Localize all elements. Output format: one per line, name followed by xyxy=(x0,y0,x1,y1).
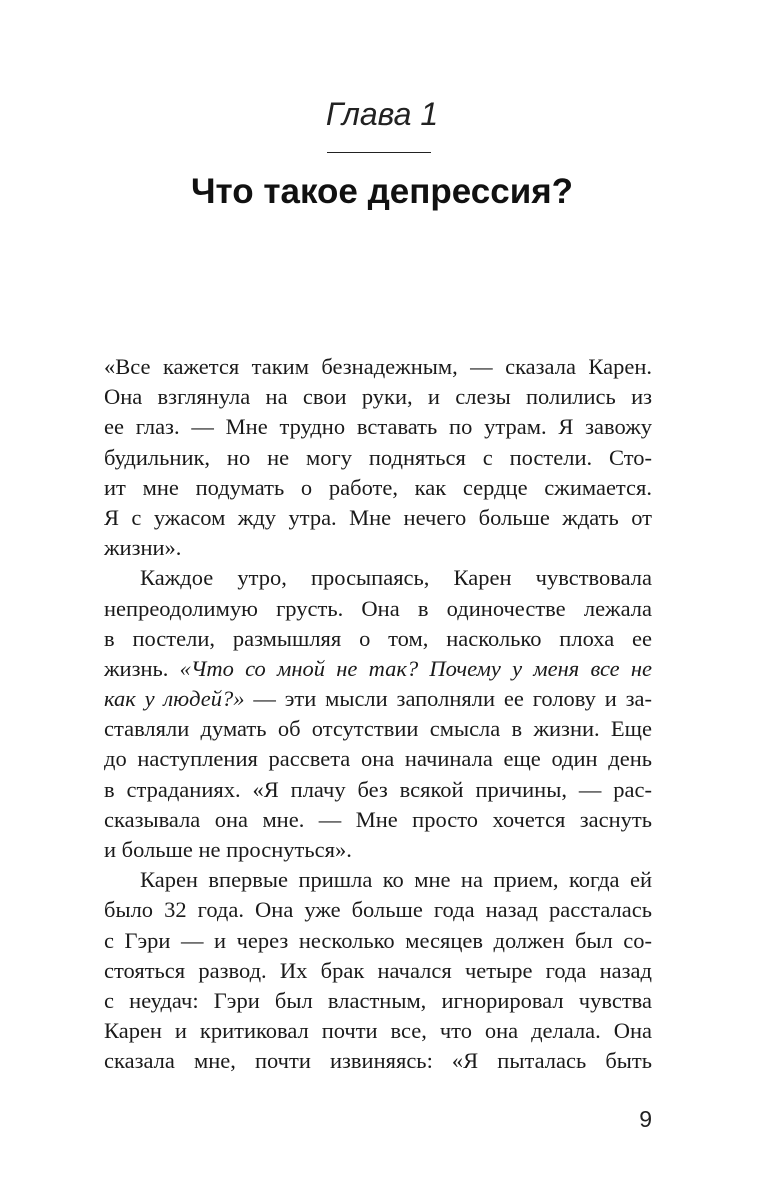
text-line: сказывала она мне. — Мне просто хочется заснуть xyxy=(104,806,652,832)
text-line xyxy=(104,654,652,684)
text-line: в страданиях. «Я плачу без всякой причины, — рас- xyxy=(104,776,652,802)
text-line: и больше не проснуться». xyxy=(104,837,352,862)
text-fragment: жизнь. xyxy=(104,655,169,681)
text-line: с Гэри — и через несколько месяцев должен был со- xyxy=(104,927,652,953)
text-fragment: — эти мысли заполняли ее голову и за- xyxy=(253,686,653,712)
body-text xyxy=(104,352,652,1077)
italic-quote: как у людей?» xyxy=(104,686,245,712)
text-line: ставляли думать об отсутствии смысла в жизни. Еще xyxy=(104,716,652,742)
text-line: ее глаз. — Мне трудно вставать по утрам. Я завожу xyxy=(104,414,652,440)
text-line: ит мне подумать о работе, как сердце сжимается. xyxy=(104,474,652,500)
text-line: жизни». xyxy=(104,535,182,561)
text-line: было 32 года. Она уже больше года назад рассталась xyxy=(104,897,652,923)
text-line: Карен и критиковал почти все, что она делала. Она xyxy=(104,1018,652,1044)
chapter-title: Что такое депрессия? xyxy=(190,172,574,211)
text-line: стояться развод. Их брак начался четыре года назад xyxy=(104,957,652,983)
text-line: Каждое утро, просыпаясь, Карен чувствовала xyxy=(140,565,652,591)
text-line: в постели, размышляя о том, насколько плоха ее xyxy=(104,625,652,651)
page-number: 9 xyxy=(639,1106,652,1132)
text-line: сказала мне, почти извиняясь: «Я пыталась быть xyxy=(104,1048,652,1074)
text-line: Я с ужасом жду утра. Мне нечего больше ждать от xyxy=(104,504,652,530)
text-line: «Все кажется таким безнадежным, — сказала Карен. xyxy=(104,354,652,379)
text-line: до наступления рассвета она начинала еще один день xyxy=(104,746,652,772)
text-line xyxy=(104,684,652,714)
italic-quote: «Что со мной не так? Почему у меня все не xyxy=(179,655,652,681)
text-line: с неудач: Гэри был властным, игнорировал чувства xyxy=(104,987,652,1013)
text-line: Она взглянула на свои руки, и слезы полились из xyxy=(104,384,652,410)
chapter-divider xyxy=(327,152,431,153)
chapter-label: Глава 1 xyxy=(325,96,439,132)
text-line: будильник, но не могу подняться с постели. Сто- xyxy=(104,444,652,470)
text-line: Карен впервые пришла ко мне на прием, когда ей xyxy=(140,867,652,893)
text-line: непреодолимую грусть. Она в одиночестве лежала xyxy=(104,595,652,621)
